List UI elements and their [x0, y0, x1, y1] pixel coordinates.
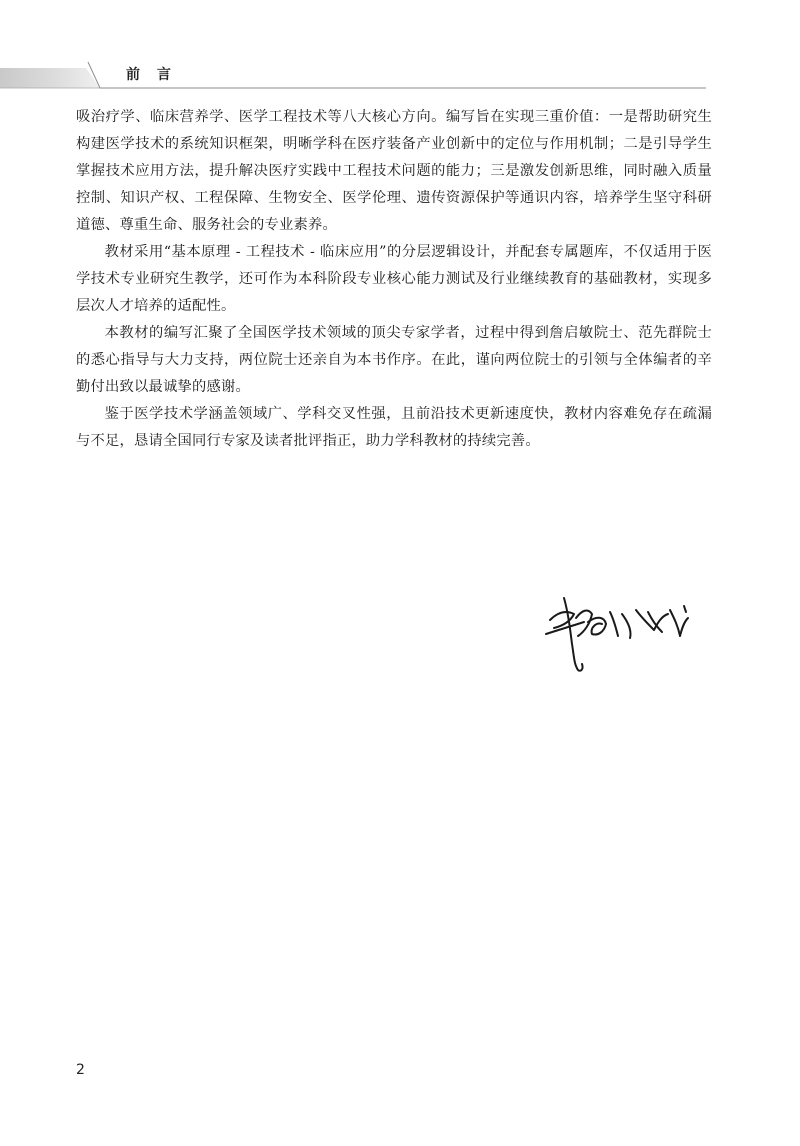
paragraph-3: 本教材的编写汇聚了全国医学技术领域的顶尖专家学者，过程中得到詹启敏院士、范先群院士的悉心指导与大力支持，两位院士还亲自为本书作序。在此，谨向两位院士的引领与全体编者的辛勤付出致以最诚挚的感谢。 [76, 325, 712, 395]
header-tab-shape [0, 68, 100, 88]
paragraph-1: 吸治疗学、临床营养学、医学工程技术等八大核心方向。编写旨在实现三重价值：一是帮助研究生构建医学技术的系统知识框架，明晰学科在医疗装备产业创新中的定位与作用机制；二是引导学生掌握技术应用方法，提升解决医疗实践中工程技术问题的能力；三是激发创新思维，同时融入质量控制、知识产权、工程保障、生物安全、医学伦理、遗传资源保护等通识内容，培养学生坚守科研道德、尊重生命、服务社会的专业素养。 [76, 109, 712, 233]
page-number: 2 [76, 1062, 85, 1078]
running-header [0, 58, 800, 92]
handwritten-signature [544, 592, 692, 676]
paragraph-4: 鉴于医学技术学涵盖领域广、学科交叉性强，且前沿技术更新速度快，教材内容难免存在疏漏与不足，恳请全国同行专家及读者批评指正，助力学科教材的持续完善。 [76, 406, 712, 449]
header-band [0, 58, 800, 92]
header-title: 前 言 [126, 67, 177, 83]
body-text [76, 104, 712, 455]
paragraph-2: 教材采用“基本原理 - 工程技术 - 临床应用”的分层逻辑设计，并配套专属题库，不仅适用于医学技术专业研究生教学，还可作为本科阶段专业核心能力测试及行业继续教育的基础教材，实现多层次人才培养的适配性。 [76, 244, 712, 314]
